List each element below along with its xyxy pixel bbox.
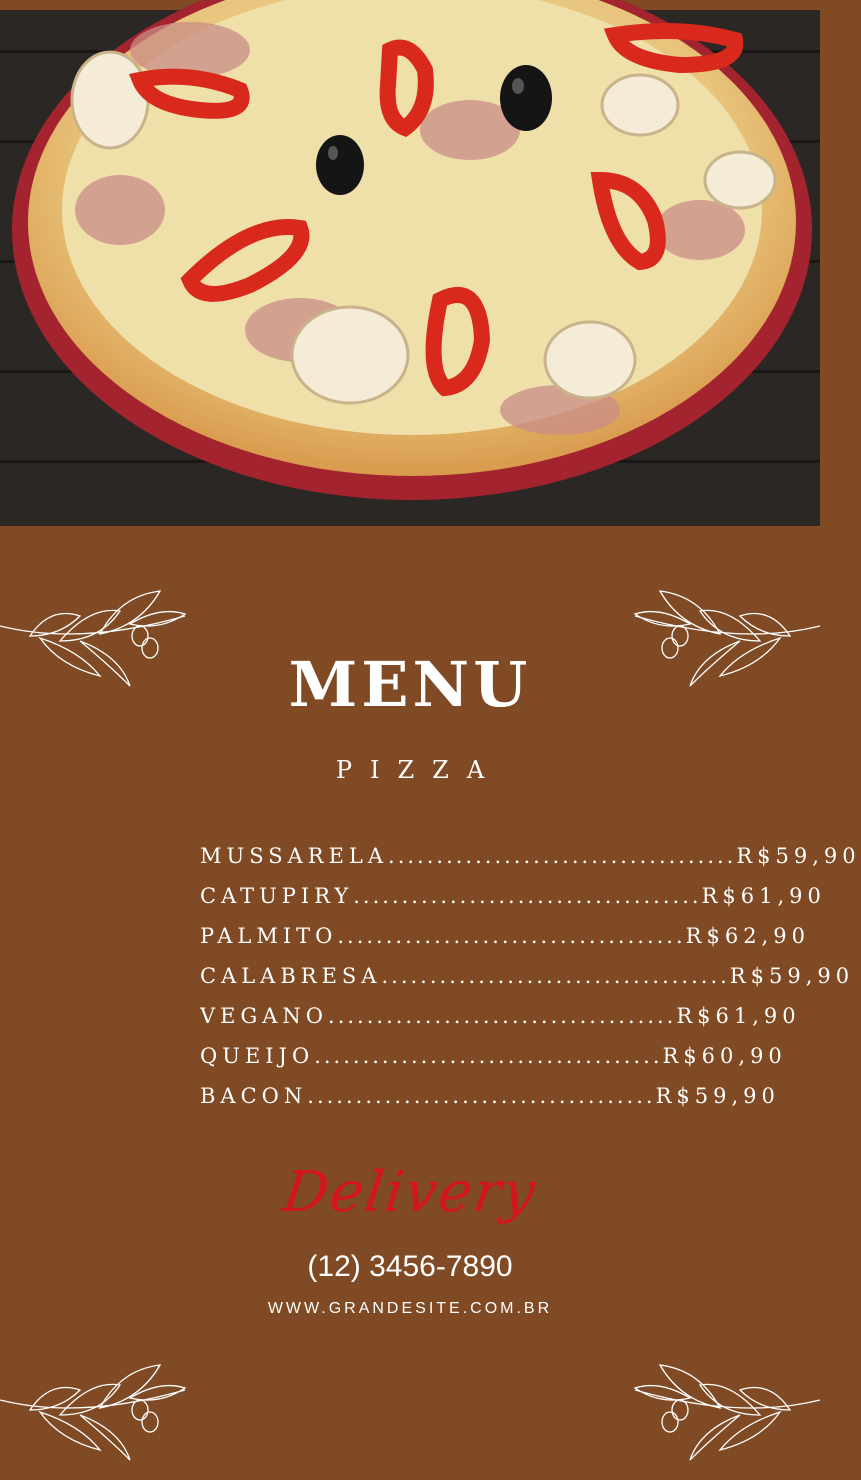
menu-item-name: QUEIJO bbox=[200, 1044, 315, 1068]
menu-item bbox=[200, 1076, 780, 1116]
pizza-photo bbox=[0, 10, 820, 526]
menu-item-name: PALMITO bbox=[200, 924, 338, 948]
menu-item-price: R$61,90 bbox=[701, 884, 826, 908]
delivery-label: Delivery bbox=[278, 1160, 542, 1225]
menu-item bbox=[200, 1036, 787, 1076]
menu-list bbox=[200, 836, 861, 1116]
menu-category: PIZZA bbox=[335, 756, 503, 784]
menu-item-leader: .................................... bbox=[353, 884, 702, 908]
menu-item bbox=[200, 956, 855, 996]
menu-item-leader: .................................... bbox=[388, 844, 737, 868]
menu-item-price: R$59,90 bbox=[729, 964, 855, 988]
menu-item-name: BACON bbox=[200, 1084, 308, 1108]
menu-item-leader: .................................... bbox=[314, 1044, 663, 1068]
menu-item-name: CATUPIRY bbox=[200, 884, 354, 908]
menu-item-leader: .................................... bbox=[307, 1084, 656, 1108]
menu-item bbox=[200, 996, 801, 1036]
olive-branch-icon bbox=[630, 1360, 820, 1480]
menu-item-price: R$62,90 bbox=[685, 924, 810, 948]
menu-item-price: R$60,90 bbox=[662, 1044, 787, 1068]
menu-item bbox=[200, 876, 826, 916]
menu-item bbox=[200, 916, 810, 956]
menu-item bbox=[200, 836, 861, 876]
menu-item-price: R$61,90 bbox=[676, 1004, 801, 1028]
menu-item-leader: .................................... bbox=[337, 924, 686, 948]
menu-item-price: R$59,90 bbox=[736, 844, 861, 868]
olive-branch-icon bbox=[0, 1360, 190, 1480]
menu-item-name: CALABRESA bbox=[200, 964, 382, 988]
menu-item-leader: .................................... bbox=[328, 1004, 677, 1028]
menu-item-name: VEGANO bbox=[200, 1004, 329, 1028]
menu-item-leader: .................................... bbox=[381, 964, 730, 988]
page-title: MENU bbox=[288, 648, 532, 721]
website-link[interactable]: WWW.GRANDESITE.COM.BR bbox=[267, 1300, 553, 1317]
menu-item-name: MUSSARELA bbox=[200, 844, 389, 868]
phone-number[interactable]: (12) 3456-7890 bbox=[307, 1250, 513, 1283]
menu-item-price: R$59,90 bbox=[655, 1084, 780, 1108]
